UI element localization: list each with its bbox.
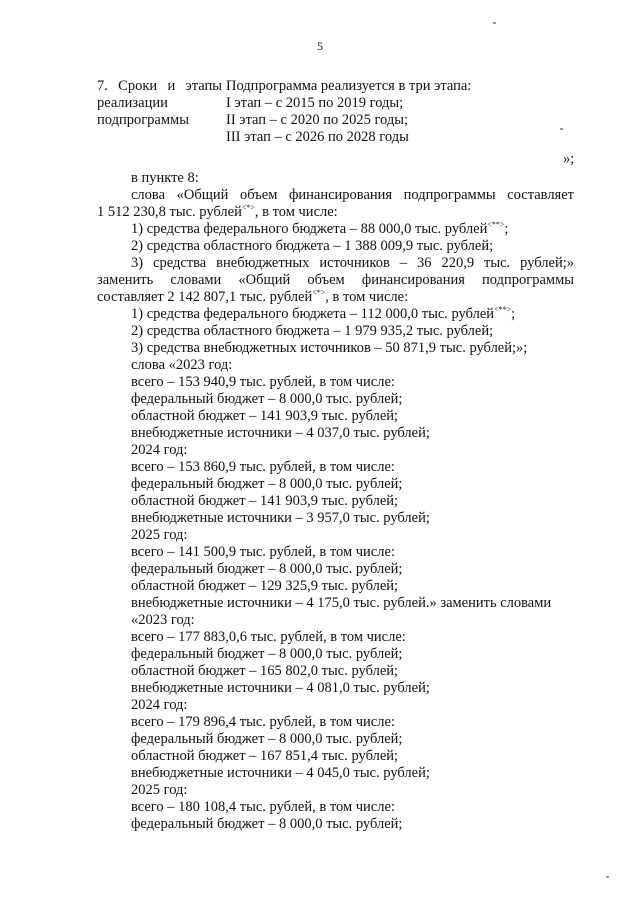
section-label-line: реализации: [97, 95, 168, 111]
text-line: всего – 153 860,9 тыс. рублей, в том числе:: [131, 459, 395, 475]
page-number: 5: [317, 39, 323, 53]
text-line: 3) средства внебюджетных источников – 50 871,9 тыс. рублей;»;: [131, 340, 528, 356]
text-line: федеральный бюджет – 8 000,0 тыс. рублей;: [131, 561, 403, 577]
text-line: внебюджетные источники – 4 175,0 тыс. рублей.» заменить словами: [131, 595, 552, 611]
text-line: всего – 180 108,4 тыс. рублей, в том числе:: [131, 799, 395, 815]
text-line: федеральный бюджет – 8 000,0 тыс. рублей;: [131, 731, 403, 747]
text-line: 1 512 230,8 тыс. рублей<*>, в том числе:: [97, 203, 338, 220]
text-line: 1) средства федерального бюджета – 88 000,0 тыс. рублей<**>;: [131, 220, 509, 237]
text-line: «2023 год:: [131, 612, 195, 628]
text-line: 2025 год:: [131, 782, 188, 798]
text-line: федеральный бюджет – 8 000,0 тыс. рублей;: [131, 476, 403, 492]
section-text: [226, 78, 471, 146]
footnote-marker: <*>: [241, 203, 255, 212]
footnote-marker: <*>: [312, 288, 326, 297]
text-line: всего – 141 500,9 тыс. рублей, в том числе:: [131, 544, 395, 560]
text-line: областной бюджет – 141 903,9 тыс. рублей;: [131, 493, 399, 509]
text-line: областной бюджет – 167 851,4 тыс. рублей;: [131, 748, 399, 764]
text-line: 2) средства областного бюджета – 1 388 009,9 тыс. рублей;: [131, 238, 494, 254]
text-line: слова «2023 год:: [131, 357, 233, 373]
section-label-line: 7. Сроки и этапы: [97, 78, 222, 94]
scan-speck: [560, 128, 563, 130]
text-line: областной бюджет – 129 325,9 тыс. рублей;: [131, 578, 399, 594]
section-text-line: I этап – с 2015 по 2019 годы;: [226, 95, 404, 111]
text-line: в пункте 8:: [131, 170, 199, 186]
text-line: областной бюджет – 141 903,9 тыс. рублей;: [131, 408, 399, 424]
section-label-line: подпрограммы: [97, 112, 189, 128]
footnote-marker: <**>: [494, 305, 512, 314]
section-label: [97, 78, 222, 129]
text-line: составляет 2 142 807,1 тыс. рублей<*>, в том числе:: [97, 288, 409, 305]
footnote-marker: <**>: [487, 220, 505, 229]
section-text-line: III этап – с 2026 по 2028 годы: [226, 129, 409, 145]
text-line: внебюджетные источники – 4 081,0 тыс. рублей;: [131, 680, 430, 696]
text-line: 2024 год:: [131, 697, 188, 713]
text-line: 1) средства федерального бюджета – 112 000,0 тыс. рублей<**>;: [131, 305, 516, 322]
section-text-line: II этап – с 2020 по 2025 годы;: [226, 112, 409, 128]
text-line: федеральный бюджет – 8 000,0 тыс. рублей;: [131, 816, 403, 832]
text-line: всего – 179 896,4 тыс. рублей, в том числе:: [131, 714, 395, 730]
closing-quote: »;: [563, 151, 575, 167]
text-line: внебюджетные источники – 4 045,0 тыс. рублей;: [131, 765, 430, 781]
text-line: 3) средства внебюджетных источников – 36 220,9 тыс. рублей;»: [131, 255, 574, 271]
scan-speck: [606, 876, 609, 878]
text-line: 2025 год:: [131, 527, 188, 543]
text-line: 2) средства областного бюджета – 1 979 935,2 тыс. рублей;: [131, 323, 494, 339]
text-line: слова «Общий объем финансирования подпрограммы составляет: [131, 187, 574, 203]
text-line: всего – 153 940,9 тыс. рублей, в том числе:: [131, 374, 395, 390]
text-line: внебюджетные источники – 4 037,0 тыс. рублей;: [131, 425, 430, 441]
section-text-line: Подпрограмма реализуется в три этапа:: [226, 78, 472, 94]
text-line: областной бюджет – 165 802,0 тыс. рублей;: [131, 663, 399, 679]
text-line: федеральный бюджет – 8 000,0 тыс. рублей;: [131, 391, 403, 407]
text-line: федеральный бюджет – 8 000,0 тыс. рублей;: [131, 646, 403, 662]
scan-speck: [493, 22, 496, 24]
text-line: внебюджетные источники – 3 957,0 тыс. рублей;: [131, 510, 430, 526]
text-line: всего – 177 883,0,6 тыс. рублей, в том числе:: [131, 629, 406, 645]
text-line: 2024 год:: [131, 442, 188, 458]
text-line: заменить словами «Общий объем финансирования подпрограммы: [97, 272, 574, 288]
